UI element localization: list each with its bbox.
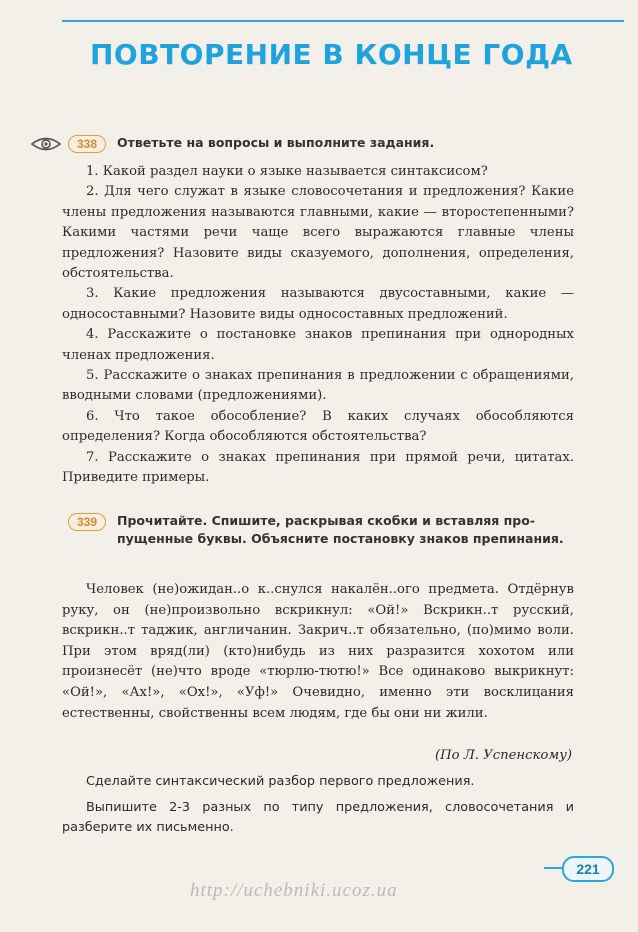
exercise-task-title: Ответьте на вопросы и выполните задания.: [117, 135, 435, 150]
question-item: 6. Что такое обособление? В каких случаях обособляются определения? Когда обособляются обстоятельства?: [62, 408, 574, 445]
eye-icon: [30, 136, 62, 152]
exercise-task-title: Прочитайте. Спишите, раскрывая скобки и вставляя пропущенные буквы. Объясните постановку знаков препинания.: [117, 513, 564, 546]
question-item: 3. Какие предложения называются двусоставными, какие — односоставными? Назовите виды односоставных предложений.: [62, 286, 574, 322]
instruction-text: Выпишите 2-3 разных по типу предложения, словосочетания и разберите их письменно.: [62, 800, 574, 835]
instruction-text: Сделайте синтаксический разбор первого предложения.: [86, 774, 475, 789]
question-item: 7. Расскажите о знаках препинания при прямой речи, цитатах. Приведите примеры.: [62, 449, 574, 486]
question-item: 4. Расскажите о постановке знаков препинания при однородных членах предложения.: [62, 327, 574, 363]
exercise-number-badge: 338: [68, 135, 106, 153]
chapter-title: ПОВТОРЕНИЕ В КОНЦЕ ГОДА: [90, 38, 573, 71]
question-item: 1. Какой раздел науки о языке называется синтаксисом?: [86, 164, 488, 179]
source-attribution: (По Л. Успенскому): [435, 748, 572, 763]
question-item: 5. Расскажите о знаках препинания в предложении с обращениями, вводными словами (предложениями).: [62, 368, 574, 404]
question-item: 2. Для чего служат в языке словосочетания и предложения? Какие члены предложения называются главными, какие — второстепенными? Какими частями речи чаще всего выражаются главные члены предложения? Назовите виды сказуемого, дополнения, определения, обстоятельства.: [62, 184, 574, 282]
exercise-number-badge: 339: [68, 513, 106, 531]
watermark: http://uchebniki.ucoz.ua: [190, 880, 398, 901]
page-number-rule: [544, 867, 562, 869]
page-number: 221: [562, 856, 614, 882]
reading-passage: Человек (не)ожидан..о к..снулся накалён..ого предмета. Отдёрнув руку, он (не)произвольно вскрикнул: «Ой!» Вскрикн..т русский, вскрикн..т таджик, англичанин. Закрич..т обязательно, (по)мимо воли. При этом вряд(ли) (кто)нибудь из них разразится хохотом или произнесёт (не)что вроде «тюрлю-тютю!» Все одинаково выкрикнут: «Ой!», «Ах!», «Ох!», «Уф!» Очевидно, именно эти восклицания естественны, свойственны всем людям, где бы они ни жили.: [62, 582, 574, 721]
question-list: [62, 162, 574, 489]
top-rule: [62, 20, 624, 22]
